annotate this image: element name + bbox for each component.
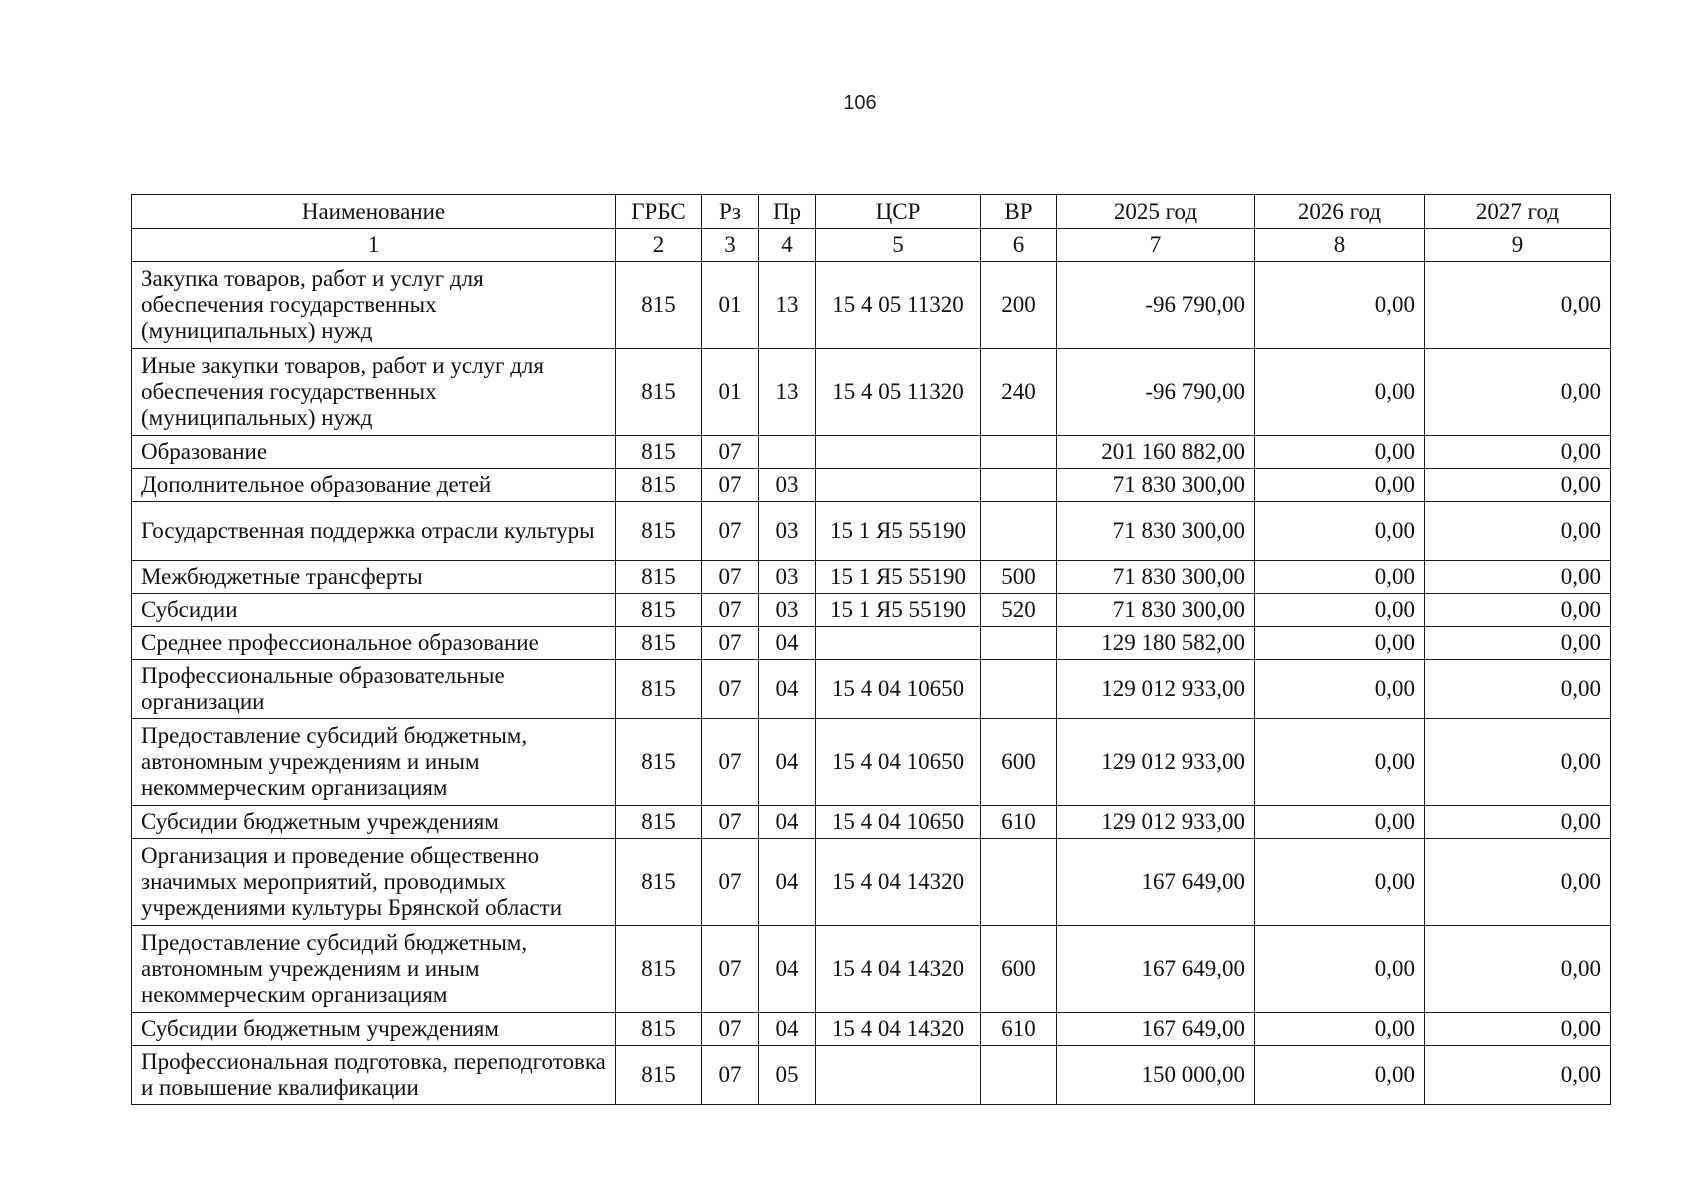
table-row (132, 719, 1611, 806)
cell-csr (816, 436, 981, 469)
cell-grbs: 815 (616, 926, 702, 1013)
cell-csr: 15 4 05 11320 (816, 349, 981, 436)
cell-2027: 0,00 (1425, 839, 1611, 926)
page-number: 106 (843, 92, 877, 114)
cell-2027: 0,00 (1425, 561, 1611, 594)
cell-name: Иные закупки товаров, работ и услуг для обеспечения государственных (муниципальных) нужд (132, 349, 616, 436)
cell-pr: 13 (759, 349, 816, 436)
table-row (132, 839, 1611, 926)
header-2027: 2027 год (1425, 195, 1611, 229)
column-number: 6 (981, 229, 1057, 262)
cell-2026: 0,00 (1255, 436, 1425, 469)
cell-name: Межбюджетные трансферты (132, 561, 616, 594)
cell-csr: 15 1 Я5 55190 (816, 502, 981, 561)
cell-2026: 0,00 (1255, 262, 1425, 349)
cell-pr: 04 (759, 719, 816, 806)
column-number: 4 (759, 229, 816, 262)
table-row (132, 926, 1611, 1013)
cell-vr: 610 (981, 806, 1057, 839)
cell-vr: 240 (981, 349, 1057, 436)
cell-grbs: 815 (616, 502, 702, 561)
cell-2025: -96 790,00 (1057, 349, 1255, 436)
column-number: 8 (1255, 229, 1425, 262)
cell-pr (759, 436, 816, 469)
cell-2025: 71 830 300,00 (1057, 594, 1255, 627)
cell-rz: 07 (702, 719, 759, 806)
cell-name: Государственная поддержка отрасли культуры (132, 502, 616, 561)
cell-csr: 15 4 04 10650 (816, 719, 981, 806)
cell-2027: 0,00 (1425, 806, 1611, 839)
cell-2027: 0,00 (1425, 502, 1611, 561)
cell-rz: 07 (702, 561, 759, 594)
header-grbs: ГРБС (616, 195, 702, 229)
cell-name: Предоставление субсидий бюджетным, автономным учреждениям и иным некоммерческим организациям (132, 719, 616, 806)
header-row (132, 195, 1611, 229)
cell-2026: 0,00 (1255, 502, 1425, 561)
cell-2026: 0,00 (1255, 926, 1425, 1013)
cell-vr: 520 (981, 594, 1057, 627)
cell-csr: 15 4 05 11320 (816, 262, 981, 349)
cell-csr: 15 4 04 14320 (816, 839, 981, 926)
header-csr: ЦСР (816, 195, 981, 229)
cell-2026: 0,00 (1255, 469, 1425, 502)
cell-rz: 07 (702, 594, 759, 627)
cell-name: Предоставление субсидий бюджетным, автономным учреждениям и иным некоммерческим организациям (132, 926, 616, 1013)
column-number: 5 (816, 229, 981, 262)
table-row (132, 349, 1611, 436)
cell-rz: 07 (702, 627, 759, 660)
cell-rz: 07 (702, 926, 759, 1013)
cell-vr (981, 436, 1057, 469)
cell-rz: 07 (702, 806, 759, 839)
table-row (132, 1013, 1611, 1046)
cell-csr (816, 1046, 981, 1105)
cell-csr (816, 469, 981, 502)
cell-name: Субсидии бюджетным учреждениям (132, 1013, 616, 1046)
cell-2027: 0,00 (1425, 660, 1611, 719)
cell-grbs: 815 (616, 262, 702, 349)
cell-pr: 03 (759, 469, 816, 502)
cell-grbs: 815 (616, 349, 702, 436)
cell-2026: 0,00 (1255, 349, 1425, 436)
cell-2027: 0,00 (1425, 1046, 1611, 1105)
cell-rz: 07 (702, 1046, 759, 1105)
cell-2026: 0,00 (1255, 594, 1425, 627)
cell-pr: 04 (759, 839, 816, 926)
cell-grbs: 815 (616, 1013, 702, 1046)
header-pr: Пр (759, 195, 816, 229)
cell-vr (981, 627, 1057, 660)
cell-2025: 150 000,00 (1057, 1046, 1255, 1105)
table-row (132, 627, 1611, 660)
cell-2026: 0,00 (1255, 1046, 1425, 1105)
cell-csr: 15 1 Я5 55190 (816, 594, 981, 627)
table-body (132, 262, 1611, 1105)
cell-grbs: 815 (616, 660, 702, 719)
cell-pr: 04 (759, 926, 816, 1013)
cell-vr: 610 (981, 1013, 1057, 1046)
table-row (132, 806, 1611, 839)
cell-name: Среднее профессиональное образование (132, 627, 616, 660)
cell-grbs: 815 (616, 594, 702, 627)
cell-2027: 0,00 (1425, 627, 1611, 660)
cell-2026: 0,00 (1255, 719, 1425, 806)
cell-name: Закупка товаров, работ и услуг для обеспечения государственных (муниципальных) нужд (132, 262, 616, 349)
column-number: 2 (616, 229, 702, 262)
cell-2027: 0,00 (1425, 926, 1611, 1013)
column-number: 9 (1425, 229, 1611, 262)
cell-csr: 15 4 04 10650 (816, 806, 981, 839)
cell-rz: 01 (702, 262, 759, 349)
cell-2025: 71 830 300,00 (1057, 561, 1255, 594)
cell-rz: 07 (702, 502, 759, 561)
cell-2025: 71 830 300,00 (1057, 502, 1255, 561)
cell-pr: 03 (759, 561, 816, 594)
cell-2027: 0,00 (1425, 262, 1611, 349)
cell-pr: 04 (759, 1013, 816, 1046)
cell-grbs: 815 (616, 627, 702, 660)
column-number: 7 (1057, 229, 1255, 262)
cell-rz: 07 (702, 1013, 759, 1046)
cell-vr (981, 839, 1057, 926)
cell-2026: 0,00 (1255, 660, 1425, 719)
cell-name: Субсидии бюджетным учреждениям (132, 806, 616, 839)
cell-2025: -96 790,00 (1057, 262, 1255, 349)
cell-2025: 167 649,00 (1057, 839, 1255, 926)
cell-csr: 15 4 04 14320 (816, 926, 981, 1013)
cell-2026: 0,00 (1255, 1013, 1425, 1046)
cell-2027: 0,00 (1425, 469, 1611, 502)
table-row (132, 594, 1611, 627)
cell-2027: 0,00 (1425, 1013, 1611, 1046)
cell-vr (981, 469, 1057, 502)
cell-grbs: 815 (616, 1046, 702, 1105)
cell-grbs: 815 (616, 719, 702, 806)
header-name: Наименование (132, 195, 616, 229)
column-number-row (132, 229, 1611, 262)
cell-2027: 0,00 (1425, 594, 1611, 627)
cell-2027: 0,00 (1425, 436, 1611, 469)
header-rz: Рз (702, 195, 759, 229)
cell-rz: 07 (702, 436, 759, 469)
cell-csr (816, 627, 981, 660)
cell-vr: 600 (981, 926, 1057, 1013)
cell-2026: 0,00 (1255, 627, 1425, 660)
cell-name: Профессиональные образовательные организации (132, 660, 616, 719)
header-vr: ВР (981, 195, 1057, 229)
cell-vr: 200 (981, 262, 1057, 349)
budget-table (131, 194, 1611, 1105)
cell-csr: 15 4 04 14320 (816, 1013, 981, 1046)
header-2025: 2025 год (1057, 195, 1255, 229)
cell-2025: 129 012 933,00 (1057, 806, 1255, 839)
cell-name: Субсидии (132, 594, 616, 627)
cell-vr (981, 502, 1057, 561)
cell-grbs: 815 (616, 436, 702, 469)
cell-csr: 15 4 04 10650 (816, 660, 981, 719)
header-2026: 2026 год (1255, 195, 1425, 229)
table-row (132, 436, 1611, 469)
cell-vr: 500 (981, 561, 1057, 594)
cell-2025: 129 012 933,00 (1057, 660, 1255, 719)
cell-grbs: 815 (616, 806, 702, 839)
table-row (132, 660, 1611, 719)
cell-2027: 0,00 (1425, 719, 1611, 806)
cell-2026: 0,00 (1255, 839, 1425, 926)
table-row (132, 561, 1611, 594)
cell-pr: 13 (759, 262, 816, 349)
table-row (132, 502, 1611, 561)
cell-pr: 05 (759, 1046, 816, 1105)
cell-grbs: 815 (616, 469, 702, 502)
table-row (132, 262, 1611, 349)
cell-pr: 04 (759, 806, 816, 839)
cell-rz: 01 (702, 349, 759, 436)
cell-2025: 129 012 933,00 (1057, 719, 1255, 806)
table-row (132, 1046, 1611, 1105)
cell-grbs: 815 (616, 839, 702, 926)
table-row (132, 469, 1611, 502)
cell-pr: 04 (759, 627, 816, 660)
cell-name: Дополнительное образование детей (132, 469, 616, 502)
cell-rz: 07 (702, 660, 759, 719)
cell-grbs: 815 (616, 561, 702, 594)
cell-2025: 167 649,00 (1057, 926, 1255, 1013)
cell-rz: 07 (702, 839, 759, 926)
cell-csr: 15 1 Я5 55190 (816, 561, 981, 594)
cell-2025: 167 649,00 (1057, 1013, 1255, 1046)
cell-pr: 04 (759, 660, 816, 719)
cell-2025: 71 830 300,00 (1057, 469, 1255, 502)
cell-rz: 07 (702, 469, 759, 502)
cell-name: Образование (132, 436, 616, 469)
cell-name: Профессиональная подготовка, переподготовка и повышение квалификации (132, 1046, 616, 1105)
cell-vr: 600 (981, 719, 1057, 806)
cell-2025: 201 160 882,00 (1057, 436, 1255, 469)
column-number: 3 (702, 229, 759, 262)
cell-pr: 03 (759, 594, 816, 627)
column-number: 1 (132, 229, 616, 262)
cell-2026: 0,00 (1255, 806, 1425, 839)
cell-vr (981, 1046, 1057, 1105)
cell-2025: 129 180 582,00 (1057, 627, 1255, 660)
cell-2027: 0,00 (1425, 349, 1611, 436)
cell-pr: 03 (759, 502, 816, 561)
cell-vr (981, 660, 1057, 719)
cell-2026: 0,00 (1255, 561, 1425, 594)
cell-name: Организация и проведение общественно значимых мероприятий, проводимых учреждениями культуры Брянской области (132, 839, 616, 926)
